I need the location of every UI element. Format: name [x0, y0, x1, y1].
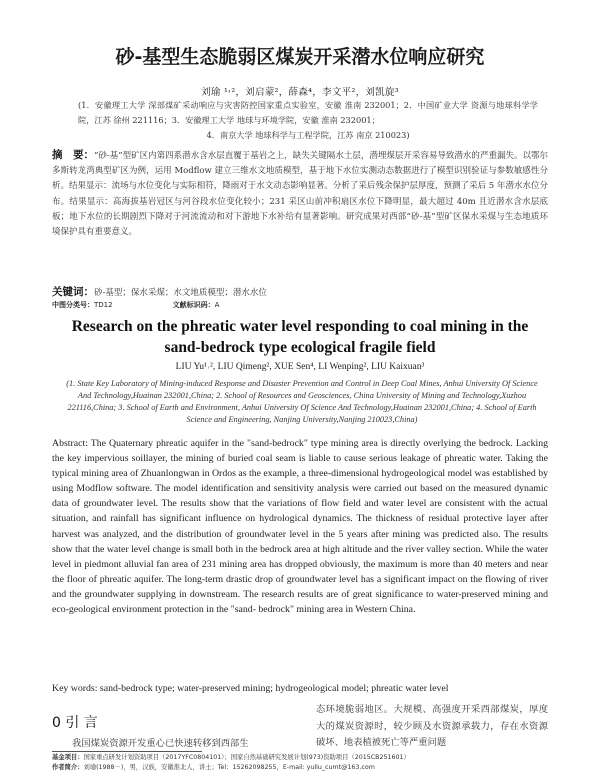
classification-line	[52, 300, 548, 310]
keywords-en	[52, 683, 548, 694]
affiliations-cn-line1: (1．安徽理工大学 深部煤矿采动响应与灾害防控国家重点实验室，安徽 淮南 232001；2．中国矿业大学 资源与地球科学学院，江苏 徐州 221116；3．安徽理工大学 地球与环境学院，安徽 淮南 232001；	[78, 100, 538, 125]
paper-title-cn: 砂-基型生态脆弱区煤炭开采潜水位响应研究	[115, 46, 485, 68]
author-bio-text: 刘瑜(1988－)，男，汉族，安徽淮北人，讲士；Tel：15262098255，E-mail: yuliu_cumt@163.com	[83, 764, 375, 771]
keywords-cn-text: 砂-基型；保水采煤；水文地质模型；潜水水位	[94, 288, 267, 298]
section-heading-intro: 0 引 言	[52, 715, 98, 731]
abstract-en-label: Abstract:	[52, 438, 88, 449]
keywords-cn-label: 关键词：	[52, 286, 94, 298]
doc-code-label: 文献标识码：	[172, 301, 215, 309]
abstract-cn-text: “砂-基”型矿区内第四系潜水含水层直覆于基岩之上，缺失关键隔水土层，潜埋煤层开采容易导致潜水的严重漏失。以鄂尔多斯转龙湾典型矿区为例，运用 Modflow 建立三维水文地质模型，基于地下水位实测动态数据进行了模型识别验证与参数敏感性分析。结果显示：流场与水位变化与实际相符，降雨对于水文动态影响显著。分析了采后残余保护层厚度，预测了采后 5 年潜水水位分布。结果显示：高海拔基岩冠区与河谷段水位变化较小；231 采区山前冲积扇区水位下降明显，最大超过 40m 且近潜水含水层底板；地下水位的长期剧烈下降对于河流流动和对下游地下水补给有显著影响。研究成果对西部“砂-基”型矿区保水采煤与生态地质环境保护具有重要意义。	[52, 151, 548, 238]
affiliations-en: (1. State Key Laboratory of Mining-induced Response and Disaster Prevention and Control in Deep Coal Mines, Anhui University Of Science And Technology,Huainan 232001,China; 2. School of Resources and Geosciences, China University of Mining and Technology,Xuzhou 221116,China; 3. School of Earth and Environment, Anhui University Of Science And Technology,Huainan 232001,China; 4. School of Earth Science and Engineering, Nanjing University,Nanjing 210023,China)	[66, 379, 538, 424]
funding-label: 基金项目：	[52, 754, 84, 761]
abstract-cn	[52, 148, 548, 240]
abstract-cn-label: 摘 要：	[52, 149, 95, 161]
intro-paragraph-right: 态环境脆弱地区。大规模、高强度开采西部煤炭，厚度大的煤炭资源时，较少顾及水资源承载力，存在水资源破坏、地表植被死亡等严重问题	[316, 704, 548, 748]
abstract-en	[52, 436, 548, 617]
paper-title-en: Research on the phreatic water level responding to coal mining in the sand-bedrock type ecological fragile field	[71, 318, 529, 356]
authors-en: LIU Yu¹˒², LIU Qimeng², XUE Sen⁴, LI Wenping², LIU Kaixuan³	[175, 362, 425, 372]
doc-code-value: A	[214, 301, 220, 309]
affiliations-cn	[78, 98, 538, 143]
footnote-funding	[52, 752, 552, 761]
affiliations-cn-line2: 4．南京大学 地球科学与工程学院，江苏 南京 210023)	[206, 130, 410, 140]
abstract-en-text: The Quaternary phreatic aquifer in the "sand-bedrock" type mining area is directly overlying the bedrock. Lacking the key impervious soillayer, the mining of buried coal seam is liable to cause serious leakage of phreatic water. Taking the typical mining area of Zhuanlongwan in Ordos as the example, a three-dimensional hydrogeological model was established by using Modflow software. The model identification and sensitivity analysis were carried out based on the measured dynamic data of groundwater level. The results show that the variations of flow field and water level are consistent with the actual situation, and rainfall has significant influence on hydrological dynamics. The thickness of residual protective layer after harvest was analyzed, and the distribution of groundwater level in the 5 years after mining was predicted also. The results show that the water level change is small both in the bedrock area at high altitude and the river valley section. While the water level in piedmont alluvial fan area of 231 mining area has dropped obviously, the maximum is more than 40 meters and near the floor of phreatic aquifer. The long-term drastic drop of groundwater level has a significant impact on the flowing of river and the groundwater supplying in downstream. The research results are of great significance to water-preserved mining and eco-geological environment protection in the "sand- bedrock" mining area in Western China.	[52, 438, 548, 616]
authors-cn: 刘瑜 ¹˒²，刘启蒙²，薛森⁴，李文平²，刘凯旋³	[201, 87, 399, 98]
clc-value: TD12	[94, 301, 113, 309]
funding-text: 国家重点研发计划资助项目（2017YFC0804101）；国家自然基础研究发展计划(973)资助项目（2015CB251601）	[83, 754, 410, 761]
keywords-cn	[52, 284, 548, 299]
clc-label: 中图分类号：	[52, 301, 94, 309]
author-bio-label: 作者简介：	[52, 764, 84, 771]
intro-paragraph-left: 我国煤炭资源开发重心已快速转移到西部生	[72, 738, 249, 749]
keywords-en-label: Key words:	[52, 683, 98, 694]
footnote-author-bio	[52, 762, 552, 771]
keywords-en-text: sand-bedrock type; water-preserved mining; hydrogeological model; phreatic water level	[99, 683, 449, 694]
